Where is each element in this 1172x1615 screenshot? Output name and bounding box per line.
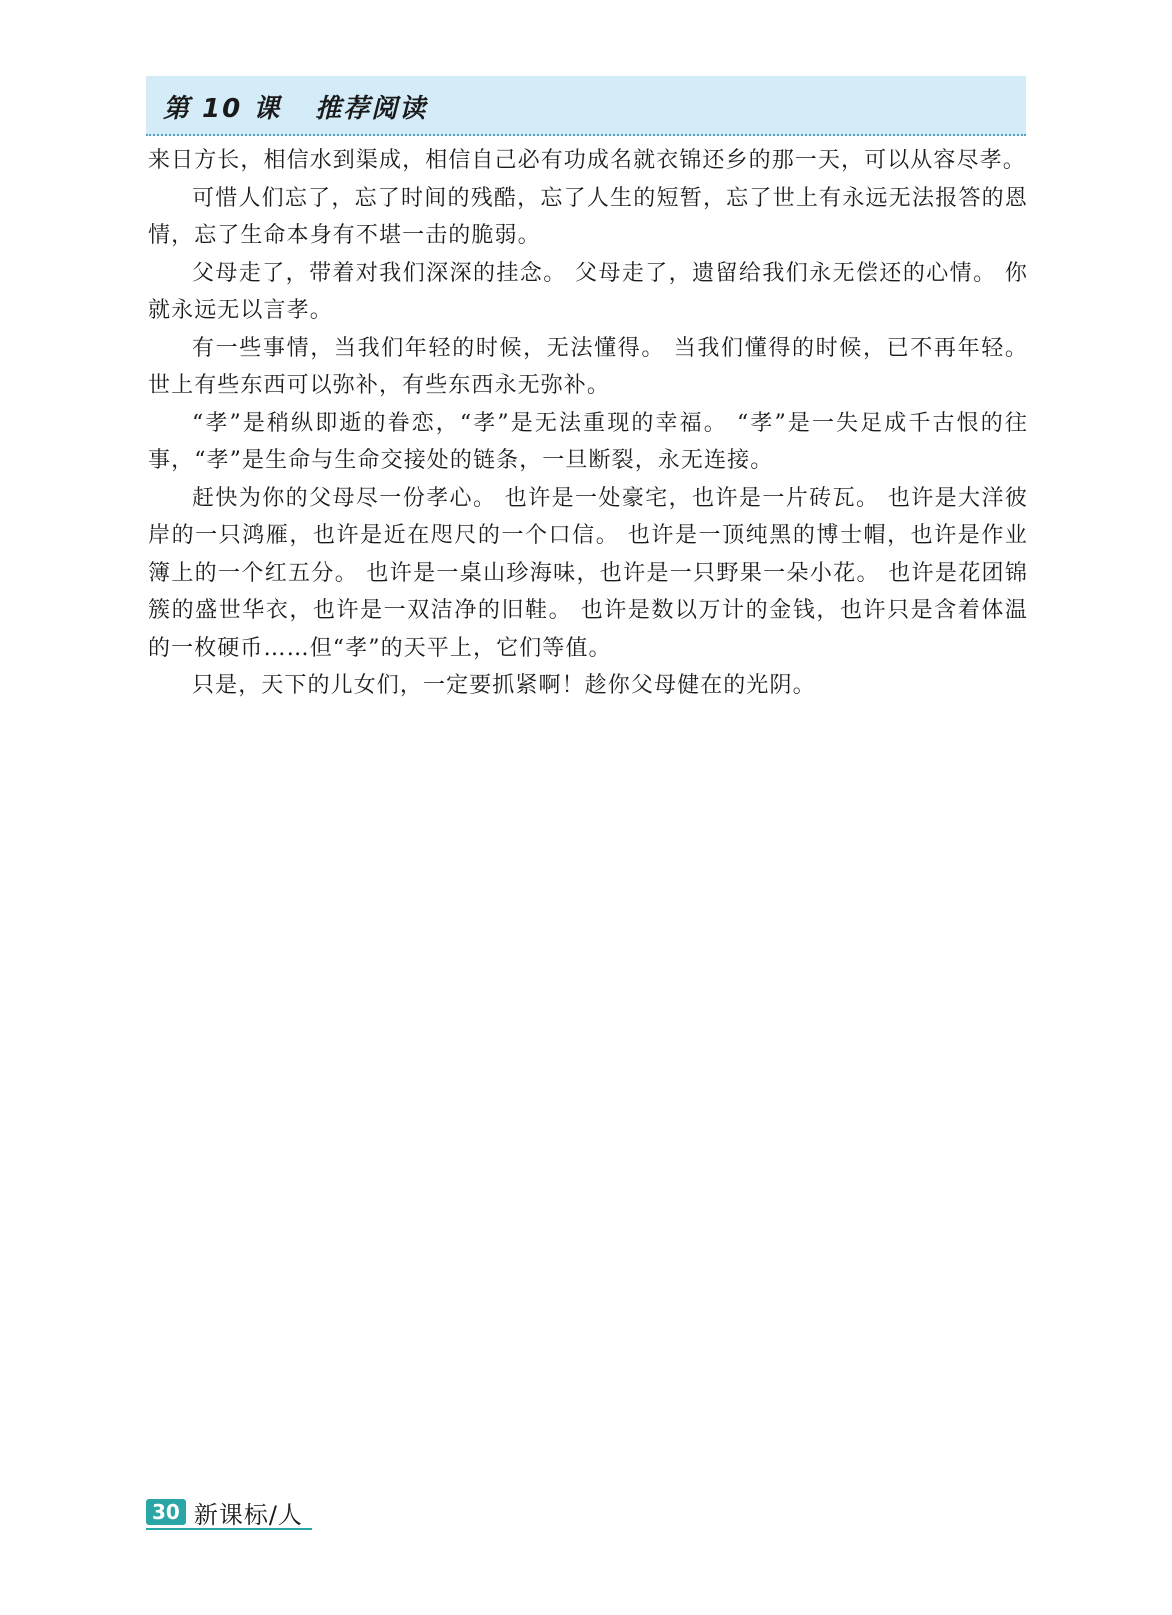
paragraph: 父母走了，带着对我们深深的挂念。 父母走了，遗留给我们永无偿还的心情。 你就永远无以言孝。 <box>148 260 1028 323</box>
paragraph: 来日方长，相信水到渠成，相信自己必有功成名就衣锦还乡的那一天，可以从容尽孝。 <box>148 148 1026 173</box>
footer-underline <box>146 1528 312 1530</box>
article-body <box>148 142 1028 705</box>
paragraph: 只是，天下的儿女们，一定要抓紧啊！趁你父母健在的光阴。 <box>192 673 816 698</box>
page-number-badge: 30 <box>146 1499 186 1525</box>
section-title: 推荐阅读 <box>315 94 428 124</box>
lesson-header-title <box>163 88 427 125</box>
paragraph: 有一些事情，当我们年轻的时候，无法懂得。 当我们懂得的时候，已不再年轻。 世上有些东西可以弥补，有些东西永无弥补。 <box>148 335 1028 398</box>
lesson-number: 第 10 课 <box>163 94 282 124</box>
page-footer <box>146 1495 303 1529</box>
paragraph: 赶快为你的父母尽一份孝心。 也许是一处豪宅，也许是一片砖瓦。 也许是大洋彼岸的一只鸿雁，也许是近在咫尺的一个口信。 也许是一顶纯黑的博士帽，也许是作业簿上的一个红五分。 也许是一桌山珍海味，也许是一只野果一朵小花。 也许是花团锦簇的盛世华衣，也许是一双洁净的旧鞋。 也许是数以万计的金钱，也许只是含着体温的一枚硬币……但“孝”的天平上，它们等值。 <box>148 485 1028 661</box>
header-divider <box>146 134 1026 136</box>
paragraph: 可惜人们忘了，忘了时间的残酷，忘了人生的短暂，忘了世上有永远无法报答的恩情，忘了生命本身有不堪一击的脆弱。 <box>148 185 1028 248</box>
paragraph: “孝”是稍纵即逝的眷恋，“孝”是无法重现的幸福。 “孝”是一失足成千古恨的往事，“孝”是生命与生命交接处的链条，一旦断裂，永无连接。 <box>148 410 1028 473</box>
book-series-label: 新课标/人 <box>193 1500 303 1529</box>
